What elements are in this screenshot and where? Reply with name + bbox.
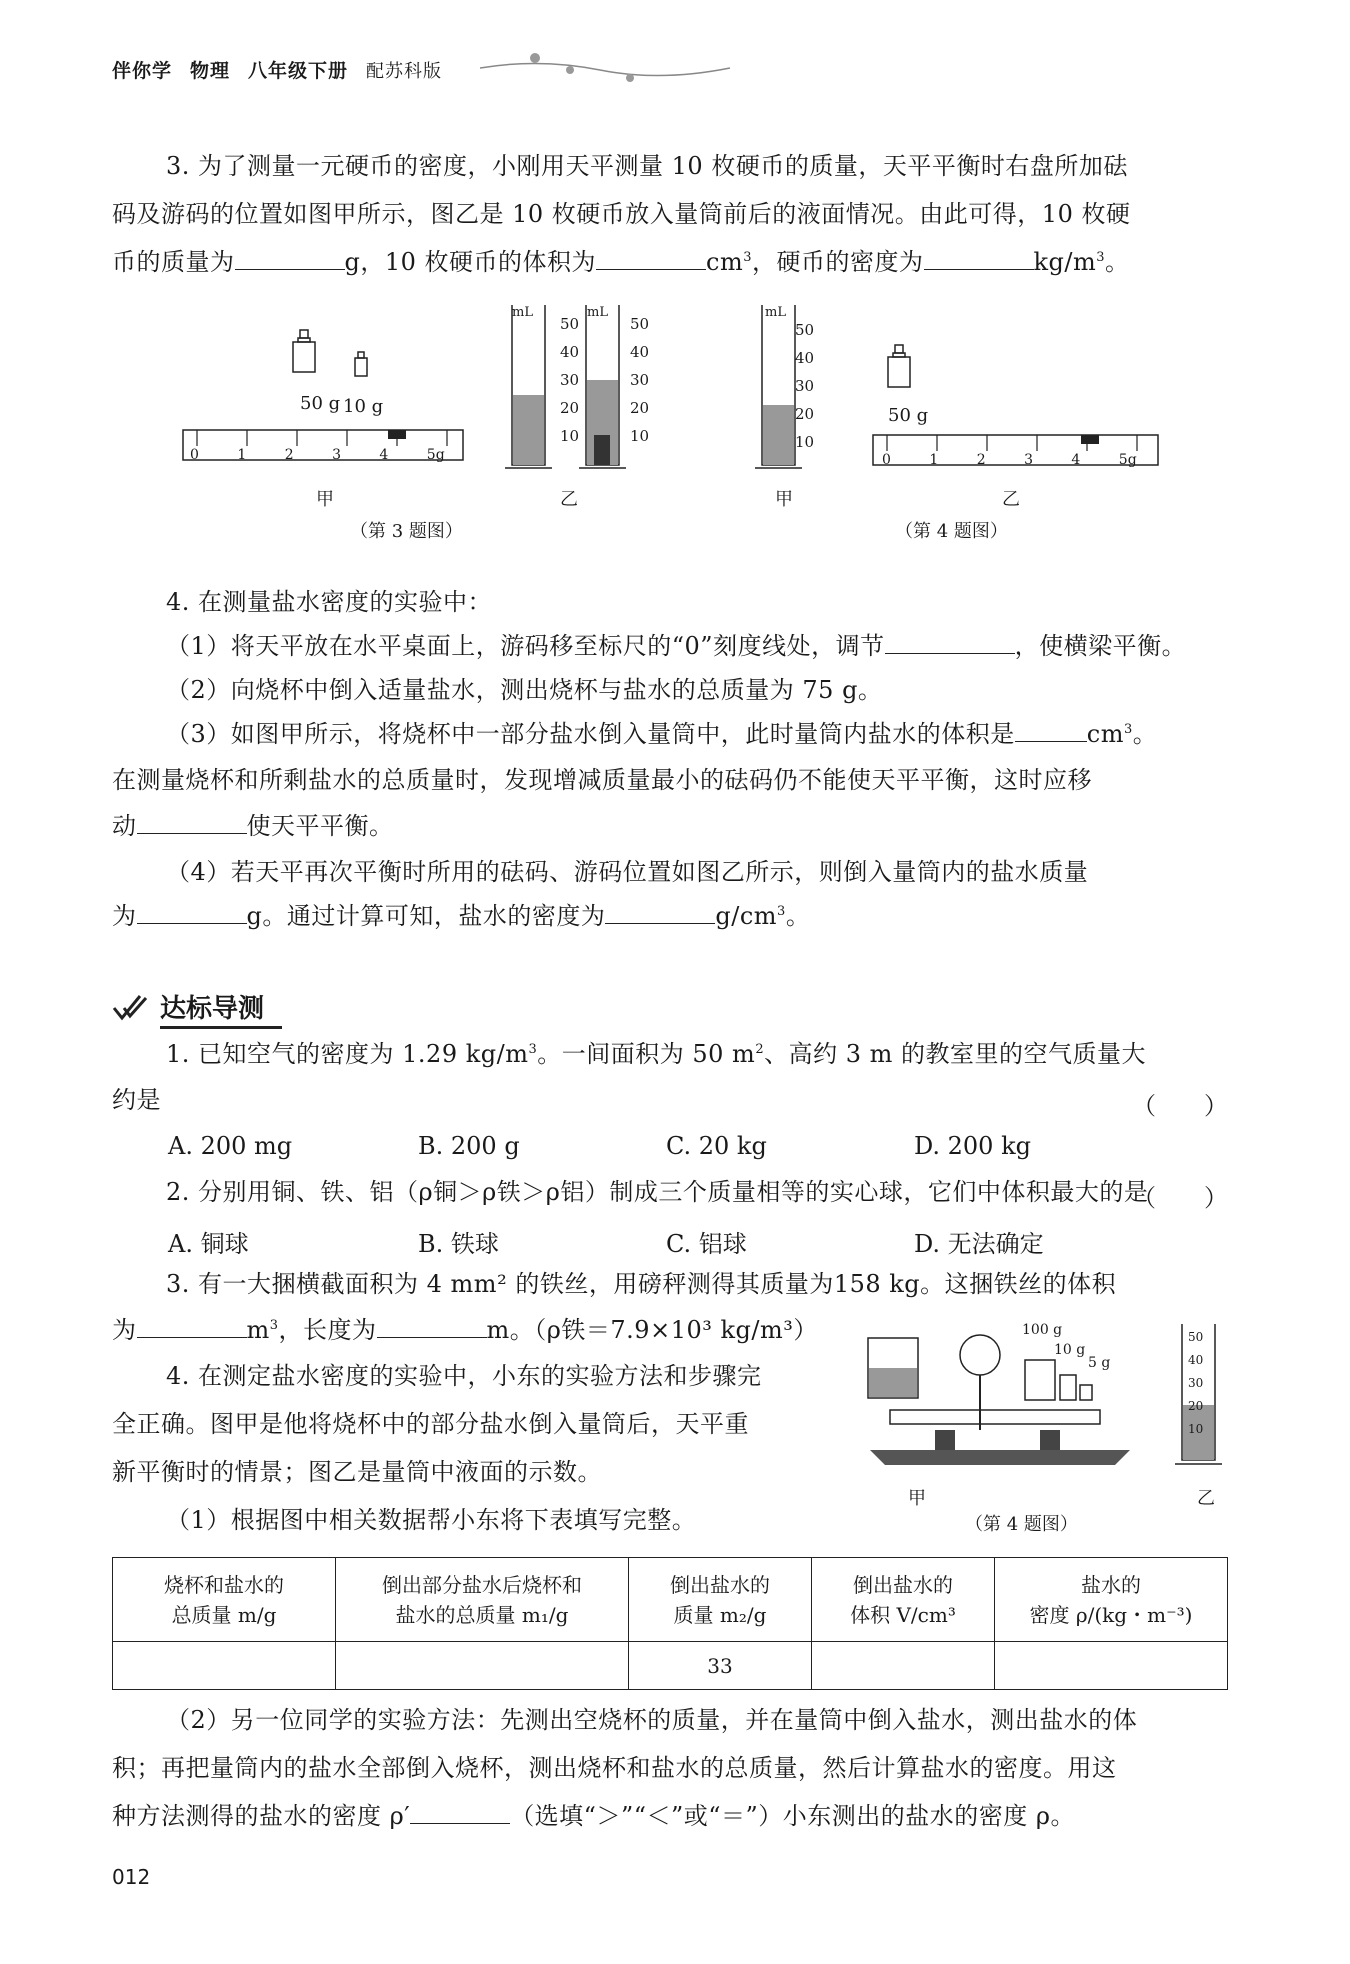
ml-label-3: mL [765,305,786,320]
s1-line1: 1. 已知空气的密度为 1.29 $kg/m^3$。一间面积为 50 $m^2$、高约 3 m 的教室里的空气质量大 [166,1040,1147,1068]
cyl-scale-1: 50 40 30 20 10 [560,315,580,445]
edition: 配苏科版 [366,61,443,82]
q3-yi-label: 乙 [560,489,578,510]
s1-paren: （ ） [1132,1092,1228,1120]
table-header: 倒出盐水的 质量 m₂/g [629,1558,812,1642]
s2-opt-a: A. 铜球 [168,1230,249,1258]
q4-line1: （1）将天平放在水平桌面上，游码移至标尺的“0”刻度线处，调节 ，使横梁平衡。 [166,632,1187,660]
s2-opt-b: B. 铁球 [418,1230,499,1258]
table-cell [336,1642,629,1690]
q3-line3: 币的质量为 g，10 枚硬币的体积为 $cm^3$，硬币的密度为 $kg/m^3$。 [112,248,1130,276]
table-cell: 33 [629,1642,812,1690]
q4-line6: （4）若天平再次平衡时所用的砝码、游码位置如图乙所示，则倒入量筒内的盐水质量 [166,858,1089,886]
s4b-line2: 积；再把量筒内的盐水全部倒入烧杯，测出烧杯和盐水的总质量，然后计算盐水的密度。用这 [112,1754,1117,1782]
s4b-line1: （2）另一位同学的实验方法：先测出空烧杯的质量，并在量筒中倒入盐水，测出盐水的体 [166,1706,1138,1734]
table-cell [995,1642,1228,1690]
s2-opt-c: C. 铝球 [666,1230,747,1258]
s3-line2: 为 $m^3$，长度为 m。（ρ铁＝7.9×10³ kg/m³） [112,1316,818,1344]
ml-label-1: mL [512,305,533,320]
w10-label: 10 g [343,396,384,417]
s4-line3: 新平衡时的情景；图乙是量筒中液面的示数。 [112,1458,602,1486]
q4-jia-label: 甲 [775,489,793,510]
s2-opt-d: D. 无法确定 [914,1230,1044,1258]
header-decoration [480,48,740,88]
s1-opt-a: A. 200 mg [168,1132,293,1160]
section-title: 达标导测 [160,994,265,1024]
q4-line5: 动 使天平平衡。 [112,812,394,840]
s4-jia-label: 甲 [908,1488,926,1509]
q4-yi-label: 乙 [1002,489,1020,510]
q4-caption: （第 4 题图） [895,521,1008,542]
s2-line1: 2. 分别用铜、铁、铝（ρ铜＞ρ铁＞ρ铝）制成三个质量相等的实心球，它们中体积最大的是 [166,1178,1149,1206]
q3-jia-label: 甲 [316,489,334,510]
q3-line1: 3. 为了测量一元硬币的密度，小刚用天平测量 10 枚硬币的质量，天平平衡时右盘所加砝 [166,152,1128,180]
q4-line4: 在测量烧杯和所剩盐水的总质量时，发现增减质量最小的砝码仍不能使天平平衡，这时应移 [112,766,1092,794]
q4-line7: 为 g。通过计算可知，盐水的密度为 $g/cm^3$。 [112,902,811,930]
s1-opt-b: B. 200 g [418,1132,520,1160]
s3-line1: 3. 有一大捆横截面积为 4 mm² 的铁丝，用磅秤测得其质量为158 kg。这捆铁丝的体积 [166,1270,1117,1298]
q4-fig-jia-cylinder [750,300,830,480]
s4-fig-cylinder [1170,1320,1240,1480]
s4-line1: 4. 在测定盐水密度的实验中，小东的实验方法和步骤完 [166,1362,762,1390]
q3-caption: （第 3 题图） [350,521,463,542]
q3-line2: 码及游码的位置如图甲所示，图乙是 10 枚硬币放入量筒前后的液面情况。由此可得，10 枚硬 [112,200,1131,228]
s4-fig-balance [860,1320,1140,1480]
table-header: 盐水的 密度 ρ/(kg・m⁻³) [995,1558,1228,1642]
s4-yi-label: 乙 [1197,1488,1215,1509]
table-header: 倒出盐水的 体积 V/cm³ [812,1558,995,1642]
table-cell [113,1642,336,1690]
s1-line2: 约是 [112,1086,161,1114]
scale-ticks: 0 1 2 3 4 5g [190,447,445,463]
table-row [113,1642,1228,1690]
table-header-row [113,1558,1228,1642]
s4-cyl-scale: 50 40 30 20 10 [1188,1330,1204,1436]
s4-line4: （1）根据图中相关数据帮小东将下表填写完整。 [166,1506,697,1534]
q4-scale-ticks: 0 1 2 3 4 5g [882,452,1137,468]
book-title: 伴你学 [112,60,173,82]
s2-paren: （ ） [1132,1184,1228,1212]
subject: 物理 [190,60,231,82]
s4-w5-label: 5 g [1088,1355,1111,1371]
s1-opt-d: D. 200 kg [914,1132,1031,1160]
grade: 八年级下册 [248,60,349,82]
table-header: 倒出部分盐水后烧杯和 盐水的总质量 m₁/g [336,1558,629,1642]
cyl-scale-2: 50 40 30 20 10 [630,315,650,445]
page-header [112,56,460,83]
ml-label-2: mL [587,305,608,320]
w50-label: 50 g [300,393,341,414]
q4-line0: 4. 在测量盐水密度的实验中： [166,588,493,616]
q4-line2: （2）向烧杯中倒入适量盐水，测出烧杯与盐水的总质量为 75 g。 [166,676,883,704]
s4-caption: （第 4 题图） [965,1514,1078,1535]
q4-line3: （3）如图甲所示，将烧杯中一部分盐水倒入量筒中，此时量筒内盐水的体积是 $cm^3$。 [166,720,1158,748]
table-header: 烧杯和盐水的 总质量 m/g [113,1558,336,1642]
check-icon [112,994,148,1024]
s4-w100-label: 100 g [1022,1322,1063,1338]
table-cell [812,1642,995,1690]
cyl-scale-3: 50 40 30 20 10 [795,321,815,451]
q4-w50-label: 50 g [888,405,929,426]
page-number: 012 [112,1865,151,1889]
s4b-line3: 种方法测得的盐水的密度 ρ′ （选填“＞”“＜”或“＝”）小东测出的盐水的密度 ρ。 [112,1802,1076,1830]
section-underline [160,1026,282,1029]
s4-line2: 全正确。图甲是他将烧杯中的部分盐水倒入量筒后，天平重 [112,1410,749,1438]
data-table [112,1557,1228,1690]
s1-opt-c: C. 20 kg [666,1132,767,1160]
s4-w10-label: 10 g [1054,1342,1086,1358]
